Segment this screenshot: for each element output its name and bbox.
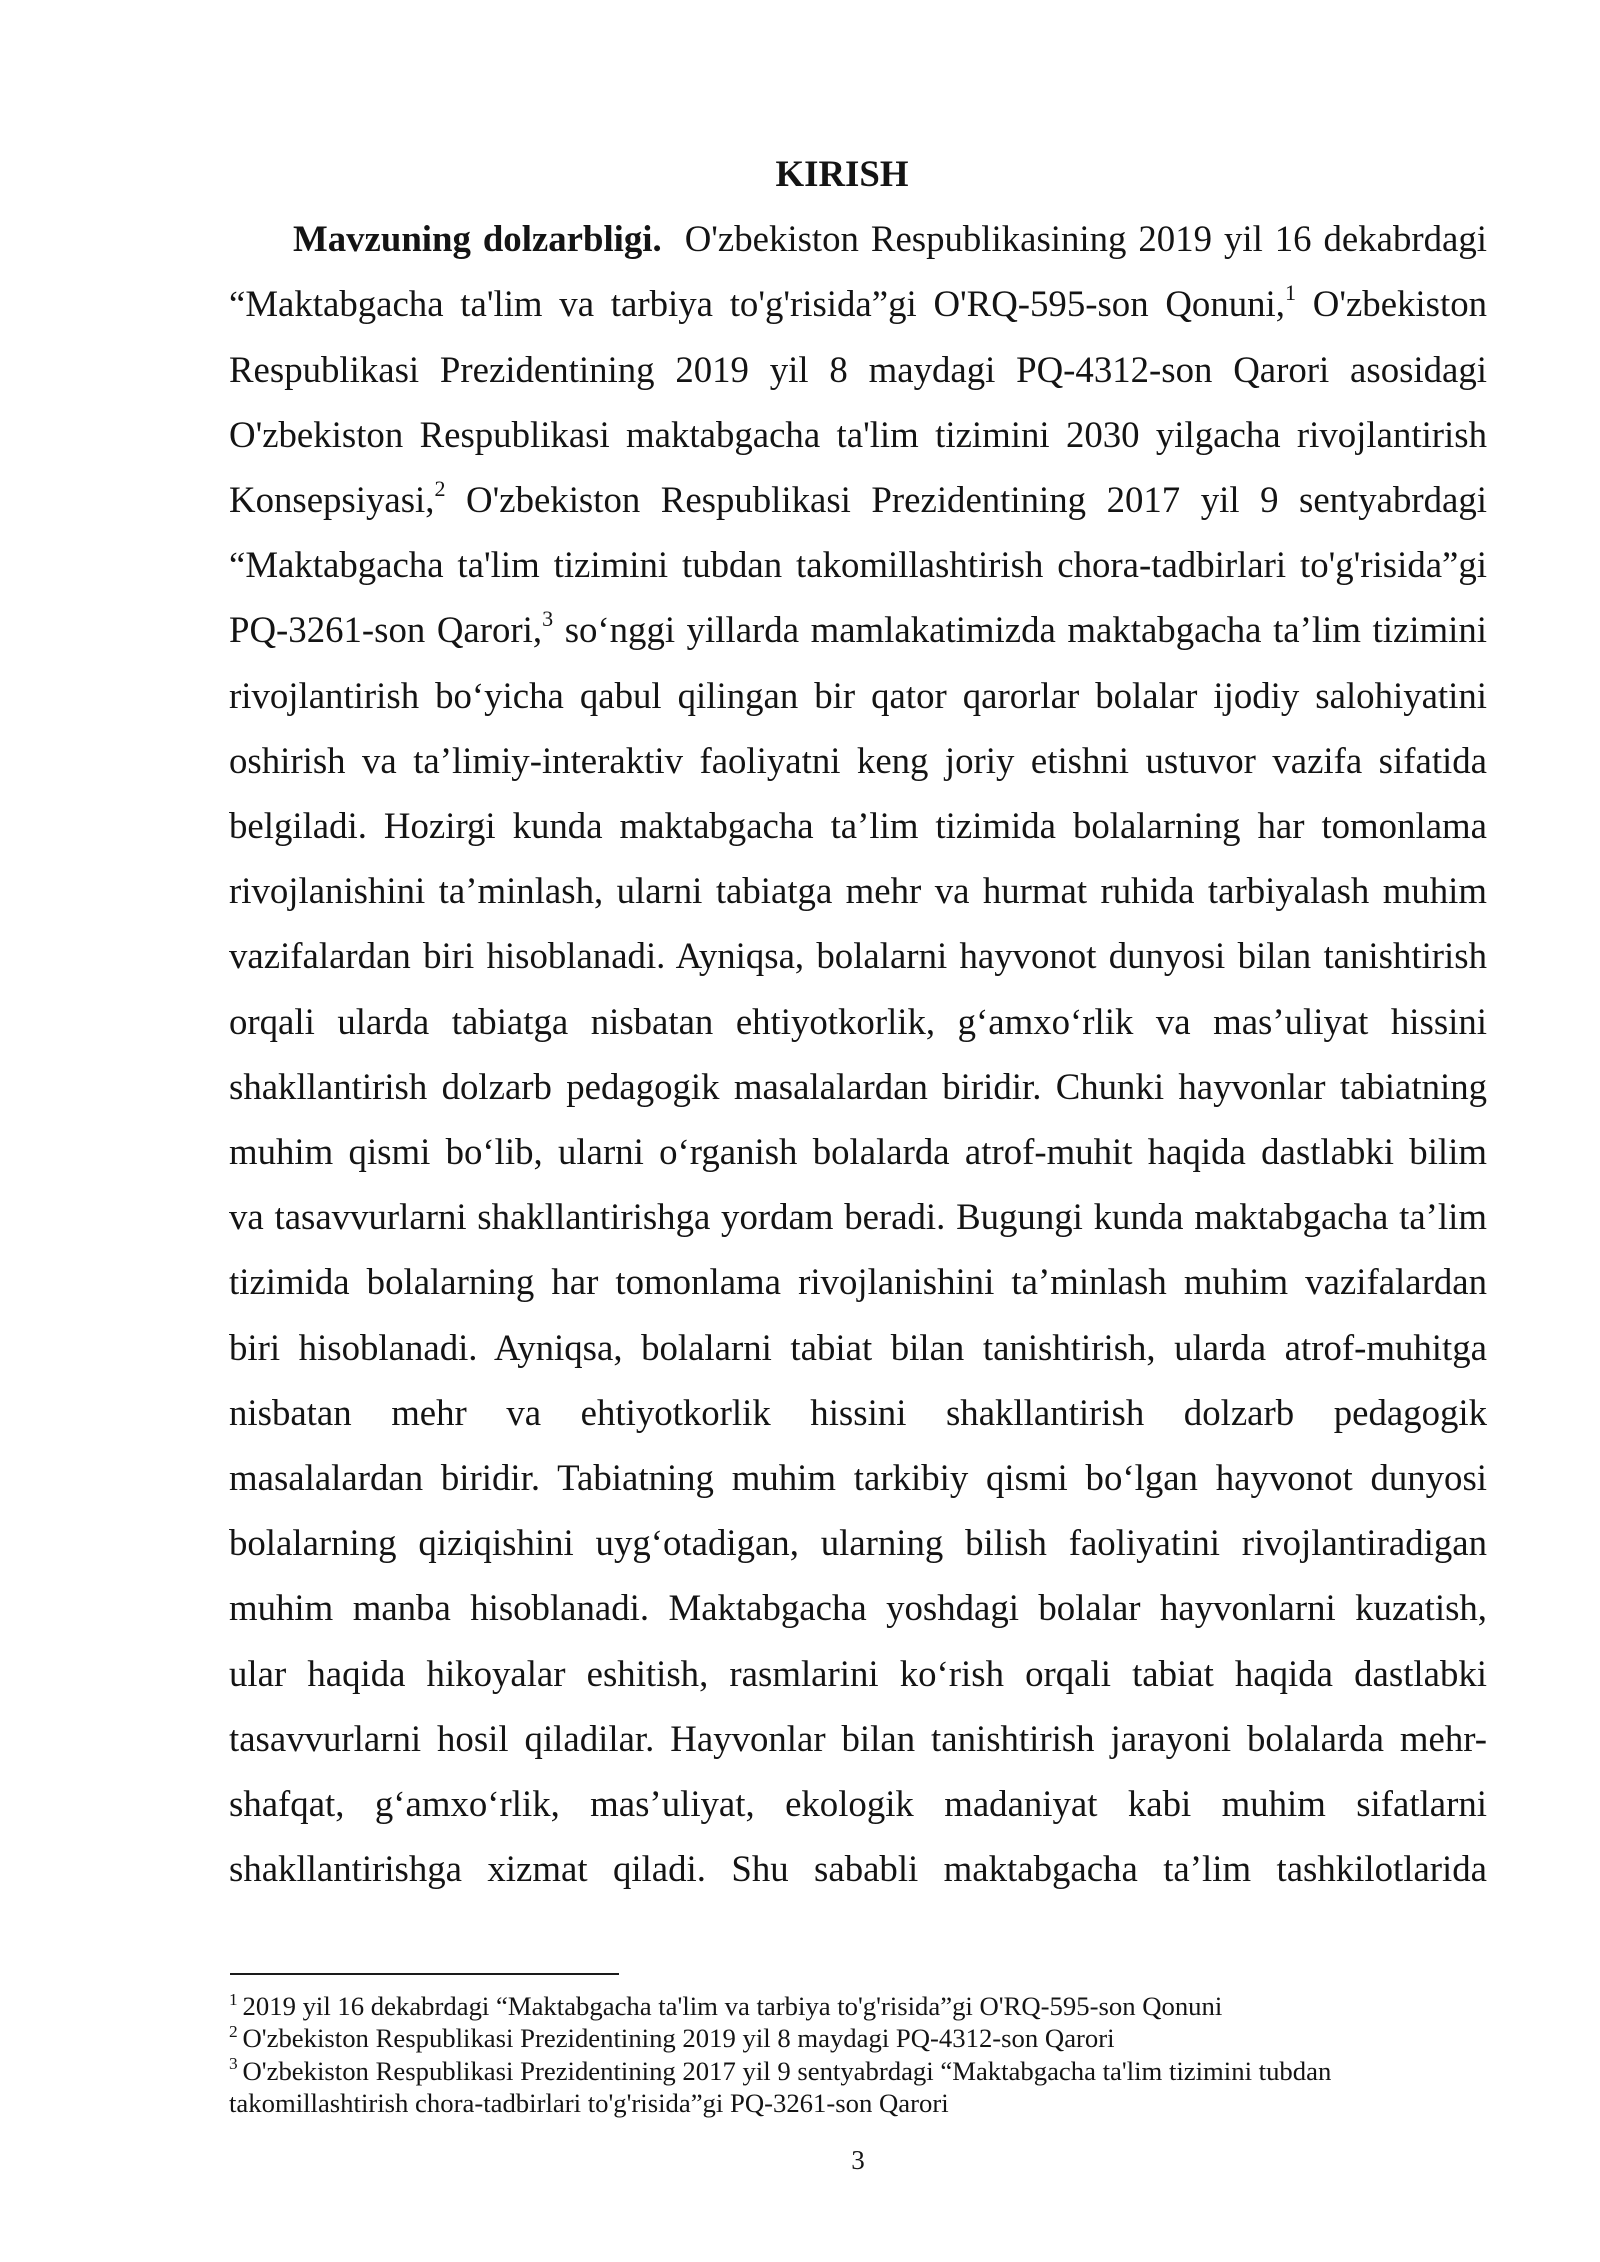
footnote-ref: 3 bbox=[542, 606, 554, 632]
footnote-text: O'zbekiston Respublikasi Prezidentining 2017 yil 9 sentyabrdagi “Maktabgacha ta'lim tizimini tubdan bbox=[242, 2055, 1332, 2086]
body-line: masalalardan biridir. Tabiatning muhim tarkibiy qismi bo‘lgan hayvonot dunyosi bbox=[229, 1457, 1487, 1499]
footnote-separator bbox=[230, 1973, 619, 1975]
body-line bbox=[229, 467, 1487, 532]
section-lead: Mavzuning dolzarbligi. bbox=[293, 218, 662, 260]
body-line: biri hisoblanadi. Ayniqsa, bolalarni tabiat bilan tanishtirish, ularda atrof-muhitga bbox=[229, 1326, 1487, 1368]
body-line-text: O'zbekiston Respublikasining 2019 yil 16 dekabrdagi bbox=[684, 218, 1487, 260]
main-text bbox=[229, 141, 1487, 1901]
footnote-marker: 1 bbox=[229, 1989, 238, 2009]
page-number: 3 bbox=[851, 2145, 865, 2175]
body-line-text: O'zbekiston Respublikasi Prezidentining 2017 yil 9 sentyabrdagi bbox=[466, 479, 1488, 521]
body-line bbox=[229, 271, 1487, 336]
body-line-text: “Maktabgacha ta'lim va tarbiya to'g'risida”gi O'RQ-595-son Qonuni, bbox=[229, 283, 1285, 325]
body-line: belgiladi. Hozirgi kunda maktabgacha ta’lim tizimida bolalarning har tomonlama bbox=[229, 805, 1487, 847]
body-line: ular haqida hikoyalar eshitish, rasmlarini ko‘rish orqali tabiat haqida dastlabki bbox=[229, 1652, 1487, 1694]
body-line-text: O'zbekiston bbox=[1312, 283, 1487, 325]
body-line bbox=[229, 597, 1487, 662]
footnote-marker: 3 bbox=[229, 2054, 238, 2074]
body-line: rivojlantirish bo‘yicha qabul qilingan bir qator qarorlar bolalar ijodiy salohiyatini bbox=[229, 674, 1487, 716]
section-heading: KIRISH bbox=[775, 153, 909, 194]
footnote bbox=[229, 1990, 1487, 2022]
body-line: shakllantirish dolzarb pedagogik masalalardan biridir. Chunki hayvonlar tabiatning bbox=[229, 1065, 1487, 1107]
body-line: tasavvurlarni hosil qiladilar. Hayvonlar bilan tanishtirish jarayoni bolalarda mehr- bbox=[229, 1717, 1487, 1759]
body-line: bolalarning qiziqishini uyg‘otadigan, ularning bilish faoliyatini rivojlantiradigan bbox=[229, 1522, 1487, 1564]
footnotes bbox=[229, 1990, 1487, 2119]
body-line: shafqat, g‘amxo‘rlik, mas’uliyat, ekologik madaniyat kabi muhim sifatlarni bbox=[229, 1783, 1487, 1825]
body-line: rivojlanishini ta’minlash, ularni tabiatga mehr va hurmat ruhida tarbiyalash muhim bbox=[229, 870, 1487, 912]
footnote-continuation: takomillashtirish chora-tadbirlari to'g'risida”gi PQ-3261-son Qarori bbox=[229, 2087, 949, 2118]
body-line: oshirish va ta’limiy-interaktiv faoliyatni keng joriy etishni ustuvor vazifa sifatida bbox=[229, 739, 1487, 781]
body-line-text: PQ-3261-son Qarori, bbox=[229, 609, 543, 651]
footnote bbox=[229, 2055, 1487, 2087]
footnote-ref: 1 bbox=[1284, 280, 1296, 306]
body-line: “Maktabgacha ta'lim tizimini tubdan takomillashtirish chora-tadbirlari to'g'risida”gi bbox=[229, 544, 1487, 586]
body-line: Respublikasi Prezidentining 2019 yil 8 maydagi PQ-4312-son Qarori asosidagi bbox=[229, 348, 1487, 390]
body-line: O'zbekiston Respublikasi maktabgacha ta'lim tizimini 2030 yilgacha rivojlantirish bbox=[229, 413, 1487, 455]
body-line: muhim qismi bo‘lib, ularni o‘rganish bolalarda atrof-muhit haqida dastlabki bilim bbox=[229, 1131, 1487, 1173]
body-line-text: Konsepsiyasi, bbox=[229, 479, 435, 521]
footnote-text: 2019 yil 16 dekabrdagi “Maktabgacha ta'lim va tarbiya to'g'risida”gi O'RQ-595-son Qonuni bbox=[242, 1991, 1223, 2021]
footnote-ref: 2 bbox=[434, 476, 446, 502]
body-line: muhim manba hisoblanadi. Maktabgacha yoshdagi bolalar hayvonlarni kuzatish, bbox=[229, 1587, 1487, 1629]
body-line-text: so‘nggi yillarda mamlakatimizda maktabgacha ta’lim tizimini bbox=[564, 609, 1487, 651]
body-line: vazifalardan biri hisoblanadi. Ayniqsa, bolalarni hayvonot dunyosi bilan tanishtirish bbox=[229, 935, 1487, 977]
footnote-text: O'zbekiston Respublikasi Prezidentining 2019 yil 8 maydagi PQ-4312-son Qarori bbox=[242, 2023, 1115, 2054]
body-line: tizimida bolalarning har tomonlama rivojlanishini ta’minlash muhim vazifalardan bbox=[229, 1261, 1487, 1303]
body-line bbox=[229, 206, 1487, 271]
body-line: orqali ularda tabiatga nisbatan ehtiyotkorlik, g‘amxo‘rlik va mas’uliyat hissini bbox=[229, 1000, 1487, 1042]
body-line: va tasavvurlarni shakllantirishga yordam beradi. Bugungi kunda maktabgacha ta’lim bbox=[229, 1196, 1487, 1238]
footnote bbox=[229, 2022, 1487, 2054]
body-line: shakllantirishga xizmat qiladi. Shu sababli maktabgacha ta’lim tashkilotlarida bbox=[229, 1848, 1487, 1890]
body-line: nisbatan mehr va ehtiyotkorlik hissini shakllantirish dolzarb pedagogik bbox=[229, 1391, 1487, 1433]
footnote-marker: 2 bbox=[229, 2021, 238, 2041]
